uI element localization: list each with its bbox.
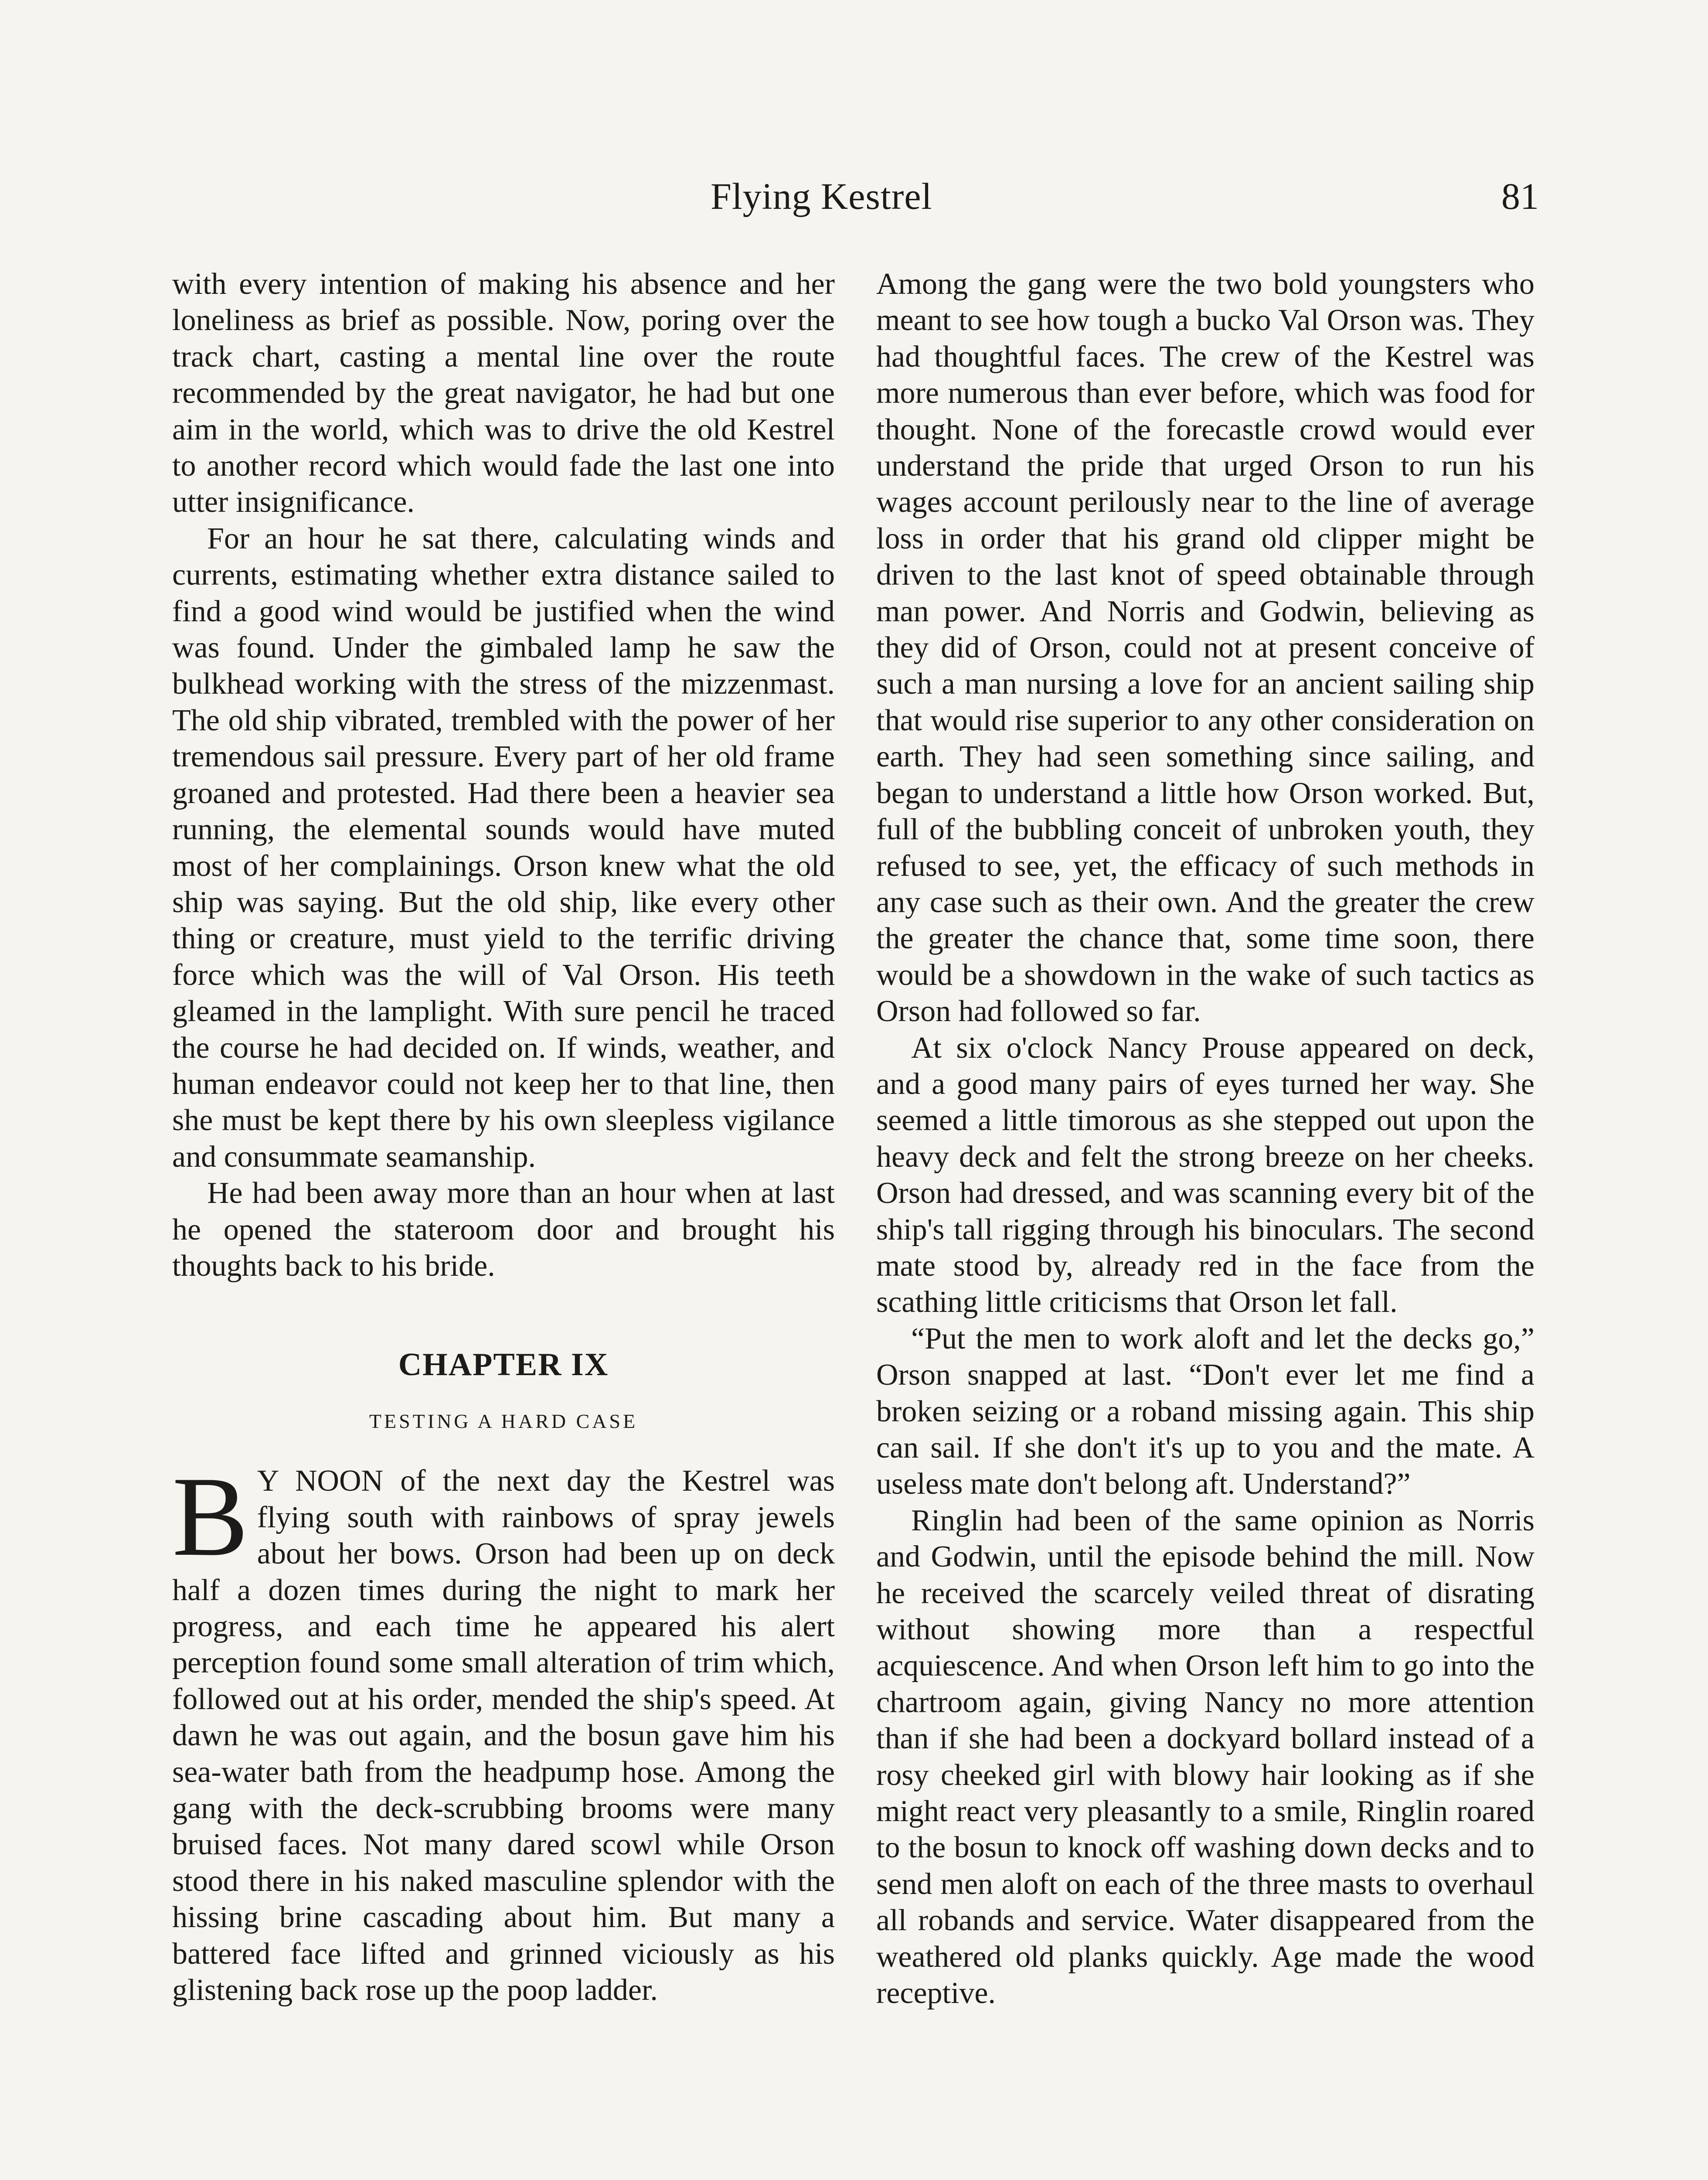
page-number: 81 xyxy=(1501,175,1539,217)
paragraph: At six o'clock Nancy Prouse appeared on deck, and a good many pairs of eyes turned her way. She seemed a little timorous as she stepped out upon the heavy deck and felt the strong breeze on her cheeks. Orson had dressed, and was scanning every bit of the ship's tall rigging through his binoculars. The second mate stood by, already red in the face from the scathing little criticisms that Orson let fall. xyxy=(876,1031,1534,1319)
drop-cap: B xyxy=(172,1453,248,1580)
running-title: Flying Kestrel xyxy=(711,175,932,217)
chapter-heading: CHAPTER IX xyxy=(398,1347,609,1383)
chapter-opening-paragraph xyxy=(172,1453,835,2008)
paragraph: He had been away more than an hour when at last he opened the stateroom door and brought his thoughts back to his bride. xyxy=(172,1176,835,1283)
left-column xyxy=(172,266,835,2008)
chapter-opening-text: Y NOON of the next day the Kestrel was flying south with rainbows of spray jewels about her bows. Orson had been up on deck half a dozen times during the night to mark her progress, and each time he appeared his alert perception found some small alteration of trim which, followed out at his order, mended the ship's speed. At dawn he was out again, and the bosun gave him his sea-water bath from the headpump hose. Among the gang with the deck-scrubbing brooms were many bruised faces. Not many dared scowl while Orson stood there in his naked masculine splendor with the hissing brine cascading about him. But many a battered face lifted and grinned viciously as his glistening back rose up the poop ladder. xyxy=(172,1464,835,2007)
running-header xyxy=(0,174,1708,222)
paragraph: For an hour he sat there, calculating winds and currents, estimating whether extra distance sailed to find a good wind would be justified when the wind was found. Under the gimbaled lamp he saw the bulkhead working with the stress of the mizzenmast. The old ship vibrated, trembled with the power of her tremendous sail pressure. Every part of her old frame groaned and protested. Had there been a heavier sea running, the elemental sounds would have muted most of her complainings. Orson knew what the old ship was saying. But the old ship, like every other thing or creature, must yield to the terrific driving force which was the will of Val Orson. His teeth gleamed in the lamplight. With sure pencil he traced the course he had decided on. If winds, weather, and human endeavor could not keep her to that line, then she must be kept there by his own sleepless vigilance and consummate seamanship. xyxy=(172,521,835,1174)
right-column xyxy=(876,266,1534,2012)
paragraph: “Put the men to work aloft and let the decks go,” Orson snapped at last. “Don't ever let me find a broken seizing or a roband missing again. This ship can sail. If she don't it's up to you and the mate. A useless mate don't belong aft. Understand?” xyxy=(876,1322,1534,1501)
paragraph-continued: with every intention of making his absence and her loneliness as brief as possible. Now, poring over the track chart, casting a mental line over the route recommended by the great navigator, he had but one aim in the world, which was to drive the old Kestrel to another record which would fade the last one into utter insignificance. xyxy=(172,267,835,519)
paragraph: Among the gang were the two bold youngsters who meant to see how tough a bucko Val Orson was. They had thoughtful faces. The crew of the Kestrel was more numerous than ever before, which was food for thought. None of the forecastle crowd would ever understand the pride that urged Orson to run his wages account perilously near to the line of average loss in order that his grand old clipper might be driven to the last knot of speed obtainable through man power. And Norris and Godwin, believing as they did of Orson, could not at present conceive of such a man nursing a love for an ancient sailing ship that would rise superior to any other consideration on earth. They had seen something since sailing, and began to understand a little how Orson worked. But, full of the bubbling conceit of unbroken youth, they refused to see, yet, the efficacy of such methods in any case such as their own. And the greater the crew the greater the chance that, some time soon, there would be a showdown in the wake of such tactics as Orson had followed so far. xyxy=(876,267,1534,1029)
paragraph: Ringlin had been of the same opinion as Norris and Godwin, until the episode behind the mill. Now he received the scarcely veiled threat of disrating without showing more than a respectful acquiescence. And when Orson left him to go into the chartroom again, giving Nancy no more attention than if she had been a dockyard bollard instead of a rosy cheeked girl with blowy hair looking as if she might react very pleasantly to a smile, Ringlin roared to the bosun to knock off washing down decks and to send men aloft on each of the three masts to overhaul all robands and service. Water disappeared from the weathered old planks quickly. Age made the wood receptive. xyxy=(876,1503,1534,2010)
chapter-subtitle: TESTING A HARD CASE xyxy=(369,1410,638,1433)
